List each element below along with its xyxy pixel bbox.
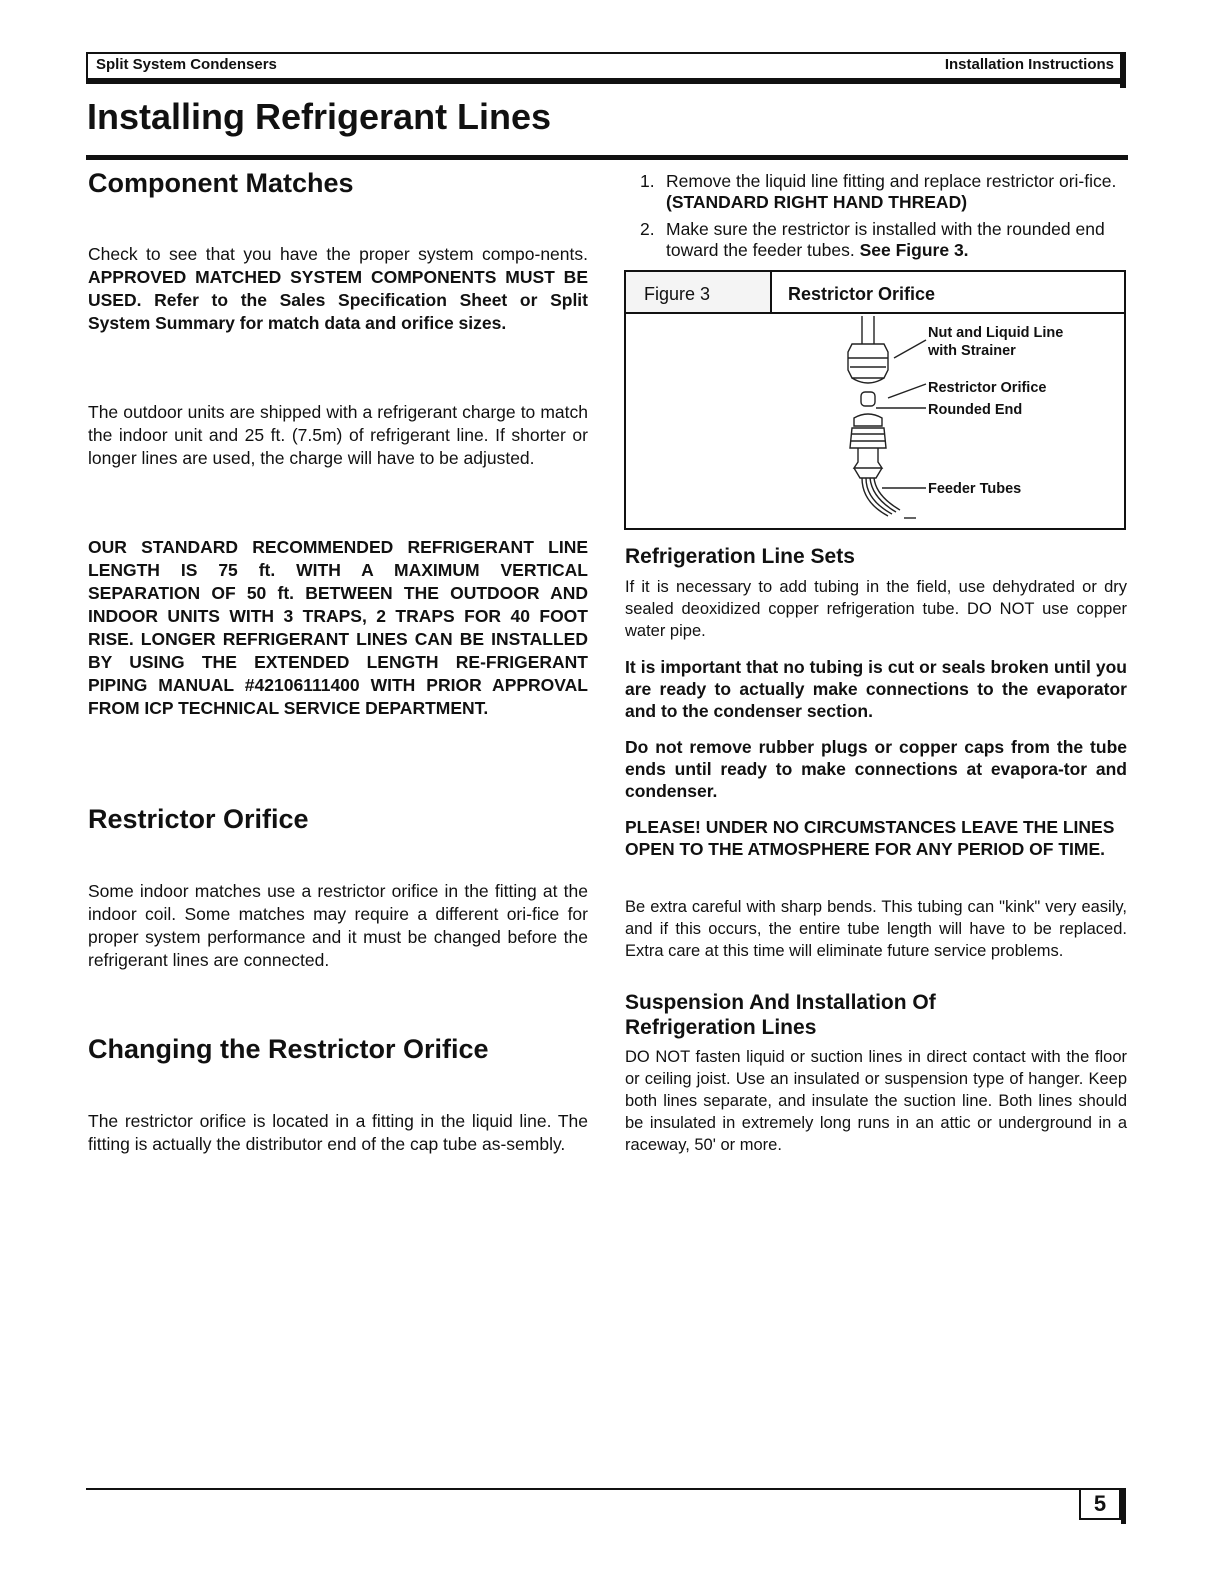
component-matches-para1	[88, 243, 588, 335]
component-matches-para3: OUR STANDARD RECOMMENDED REFRIGERANT LINE LENGTH IS 75 ft. WITH A MAXIMUM VERTICAL SEPARATION OF 50 ft. BETWEEN THE OUTDOOR AND INDOOR UNITS WITH 3 TRAPS, 2 TRAPS FOR 40 FOOT RISE. LONGER REFRIGERANT LINES CAN BE INSTALLED BY USING THE EXTENDED LENGTH RE-FRIGERANT PIPING MANUAL #42106111400 WITH PRIOR APPROVAL FROM ICP TECHNICAL SERVICE DEPARTMENT.	[88, 537, 588, 718]
step-plain: Make sure the restrictor is installed with the rounded end toward the feeder tubes.	[666, 219, 1105, 260]
feeder-tube	[870, 478, 896, 512]
changing-heading: Changing the Restrictor Orifice	[88, 1034, 489, 1064]
suspension-heading	[625, 990, 936, 1040]
suspension-heading-line1: Suspension And Installation Of	[625, 991, 936, 1014]
line-sets-para2: It is important that no tubing is cut or seals broken until you are ready to actually make connections to the evaporator and to the condenser section.	[625, 657, 1127, 721]
header-left: Split System Condensers	[96, 56, 277, 73]
label-nut: Nut and Liquid Line	[928, 325, 1064, 341]
step-text	[666, 171, 1128, 213]
suspension-heading-line2: Refrigeration Lines	[625, 1016, 817, 1039]
para1-plain: Check to see that you have the proper system compo-nents.	[88, 244, 588, 264]
list-item	[640, 219, 1128, 261]
step-text	[666, 219, 1128, 261]
fitting-top	[854, 414, 882, 426]
para1-bold: APPROVED MATCHED SYSTEM COMPONENTS MUST BE USED. Refer to the Sales Specification Sheet or Split System Summary for match data and orifice sizes.	[88, 267, 588, 333]
component-matches-para2: The outdoor units are shipped with a refrigerant charge to match the indoor unit and 25 ft. (7.5m) of refrigerant line. If shorter or longer lines are used, the charge will have to be adjusted.	[88, 402, 588, 468]
figure-title: Restrictor Orifice	[788, 284, 936, 304]
label-orifice: Restrictor Orifice	[928, 380, 1047, 396]
label-feeder-tubes: Feeder Tubes	[928, 481, 1022, 497]
nut-shape	[848, 344, 888, 378]
suspension-para: DO NOT fasten liquid or suction lines in direct contact with the floor or ceiling joist. Use an insulated or suspension type of hanger. Keep both lines separate, and insulate the suction line. Both lines should be insulated in extremely long runs in an attic or underground in a raceway, 50' or more.	[625, 1048, 1127, 1154]
steps-list	[640, 171, 1128, 267]
restrictor-orifice-para: Some indoor matches use a restrictor orifice in the fitting at the indoor coil. Some matches may require a different ori-fice for proper system performance and it must be changed before the refrigerant lines are connected.	[88, 881, 588, 970]
leader-nut	[894, 340, 926, 358]
title-rule	[86, 155, 1128, 160]
fitting-body	[850, 428, 886, 448]
figure-3	[624, 270, 1126, 530]
step-number: 1.	[640, 171, 655, 191]
line-sets-para4: PLEASE! UNDER NO CIRCUMSTANCES LEAVE THE LINES OPEN TO THE ATMOSPHERE FOR ANY PERIOD OF TIME.	[625, 817, 1115, 859]
line-sets-para3: Do not remove rubber plugs or copper caps from the tube ends until ready to make connections at evapora-tor and condenser.	[625, 737, 1127, 801]
line-sets-heading: Refrigeration Line Sets	[625, 545, 855, 568]
step-number: 2.	[640, 219, 655, 239]
leader-orifice	[888, 384, 926, 398]
step-bold: See Figure 3.	[859, 240, 969, 260]
step-plain: Remove the liquid line fitting and replace restrictor ori-fice.	[666, 171, 1117, 191]
line-sets-para1: If it is necessary to add tubing in the field, use dehydrated or dry sealed deoxidized copper refrigeration tube. DO NOT use copper water pipe.	[625, 578, 1127, 640]
list-item	[640, 171, 1128, 213]
page-title: Installing Refrigerant Lines	[87, 96, 552, 137]
label-strainer: with Strainer	[928, 343, 1016, 359]
page-number-bar	[1121, 1488, 1126, 1524]
component-matches-heading: Component Matches	[88, 168, 354, 198]
header-right: Installation Instructions	[944, 56, 1114, 73]
figure-tab-label: Figure 3	[644, 284, 711, 304]
line-sets-para5: Be extra careful with sharp bends. This tubing can "kink" very easily, and if this occurs, the entire tube length will have to be replaced. Extra care at this time will eliminate future service problems.	[625, 898, 1127, 960]
changing-para: The restrictor orifice is located in a fitting in the liquid line. The fitting is actually the distributor end of the cap tube as-sembly.	[88, 1111, 588, 1154]
label-rounded-end: Rounded End	[928, 402, 1023, 418]
feeder-tube	[866, 478, 892, 514]
page-number: 5	[1079, 1490, 1121, 1520]
running-header	[86, 52, 1126, 78]
orifice-diagram	[626, 272, 1124, 528]
footer-rule	[86, 1488, 1122, 1490]
step-bold: (STANDARD RIGHT HAND THREAD)	[666, 192, 968, 212]
restrictor-shape	[861, 392, 875, 406]
restrictor-orifice-heading: Restrictor Orifice	[88, 804, 309, 834]
header-rule	[86, 78, 1126, 84]
